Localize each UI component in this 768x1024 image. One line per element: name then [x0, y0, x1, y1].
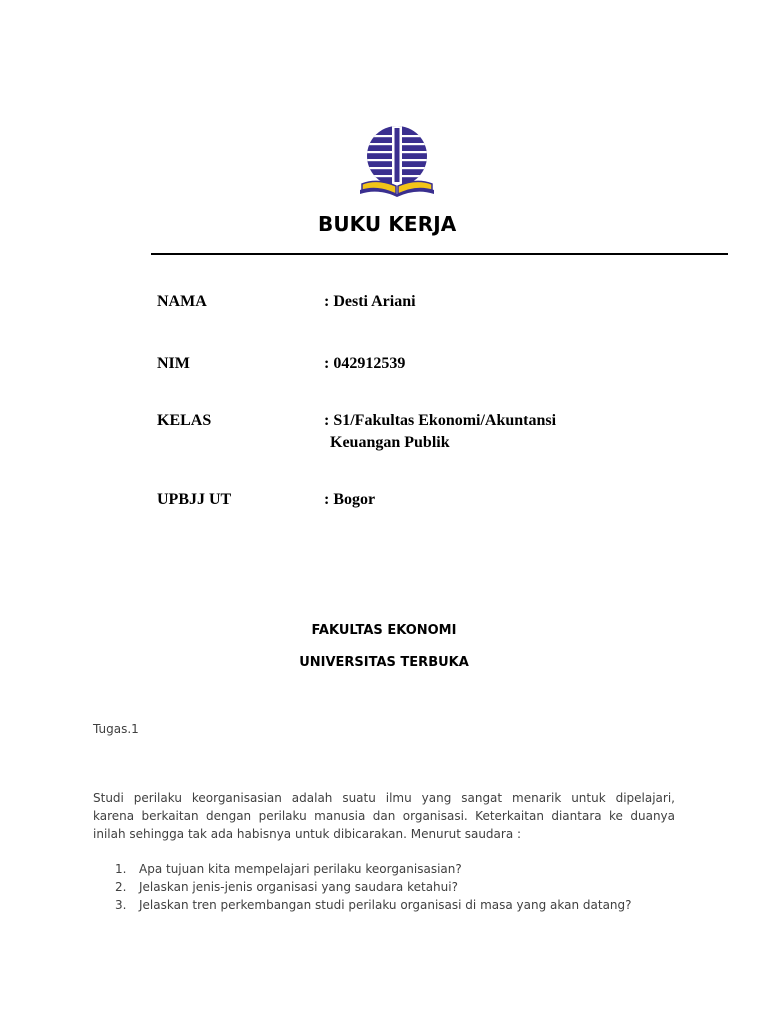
- paragraph-line: karena berkaitan dengan perilaku manusia dan organisasi. Keterkaitan diantara ke duanya: [93, 809, 675, 823]
- question-text: Jelaskan tren perkembangan studi perilaku organisasi di masa yang akan datang?: [139, 898, 632, 912]
- title-divider: [151, 253, 728, 255]
- upbjj-label: UPBJJ UT: [157, 491, 232, 508]
- nama-label: NAMA: [157, 293, 207, 310]
- kelas-label: KELAS: [157, 412, 212, 429]
- question-number: 1.: [115, 862, 127, 876]
- question-number: 2.: [115, 880, 127, 894]
- upbjj-value: : Bogor: [324, 491, 376, 508]
- paragraph-line: Studi perilaku keorganisasian adalah suatu ilmu yang sangat menarik untuk dipelajari,: [93, 791, 675, 805]
- document-title: BUKU KERJA: [318, 212, 457, 236]
- university-name: UNIVERSITAS TERBUKA: [299, 655, 469, 670]
- question-number: 3.: [115, 898, 127, 912]
- nama-value: : Desti Ariani: [324, 293, 416, 310]
- faculty-name: FAKULTAS EKONOMI: [311, 623, 457, 638]
- question-text: Apa tujuan kita mempelajari perilaku keorganisasian?: [139, 862, 462, 876]
- kelas-value-continuation: Keuangan Publik: [330, 434, 450, 451]
- kelas-value: : S1/Fakultas Ekonomi/Akuntansi: [324, 412, 557, 429]
- nim-label: NIM: [157, 355, 190, 372]
- paragraph-line: inilah sehingga tak ada habisnya untuk dibicarakan. Menurut saudara :: [93, 827, 522, 841]
- task-label: Tugas.1: [93, 722, 139, 736]
- nim-value: : 042912539: [324, 355, 406, 372]
- question-text: Jelaskan jenis-jenis organisasi yang saudara ketahui?: [139, 880, 458, 894]
- universitas-terbuka-logo-icon: [358, 124, 436, 198]
